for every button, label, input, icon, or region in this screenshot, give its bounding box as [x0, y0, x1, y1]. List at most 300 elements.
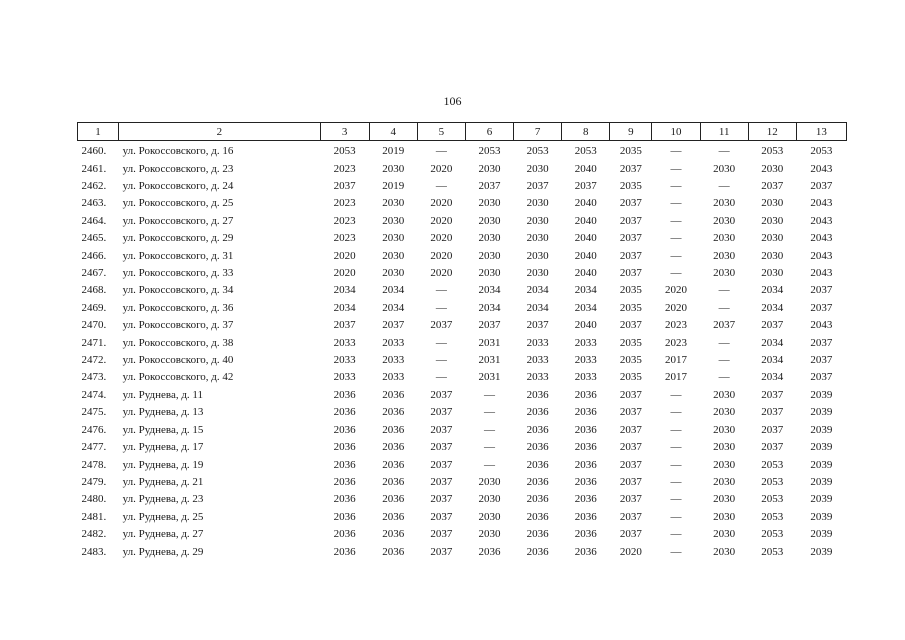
column-header: 11 [700, 123, 748, 141]
year-cell: 2040 [574, 197, 597, 210]
year-cell: 2039 [810, 458, 833, 471]
year-cell: — [718, 354, 730, 367]
year-cell: 2053 [761, 510, 784, 523]
table-row [78, 352, 847, 369]
year-cell: 2030 [713, 214, 736, 227]
column-header: 9 [610, 123, 652, 141]
year-cell: 2040 [574, 267, 597, 280]
year-cell: 2037 [333, 319, 356, 332]
year-cell: 2036 [526, 475, 549, 488]
page-number: 106 [443, 94, 462, 108]
year-cell: 2034 [382, 284, 405, 297]
year-cell: 2037 [619, 214, 642, 227]
row-number-cell: 2474. [81, 388, 107, 401]
year-cell: 2033 [574, 336, 597, 349]
year-cell: 2036 [382, 458, 405, 471]
table-row [78, 387, 847, 404]
year-cell: — [435, 180, 447, 193]
address-cell: ул. Рокоссовского, д. 33 [122, 267, 234, 280]
row-number-cell: 2468. [81, 284, 107, 297]
address-cell: ул. Руднева, д. 21 [122, 475, 204, 488]
year-cell: 2033 [333, 336, 356, 349]
year-cell: 2036 [333, 510, 356, 523]
year-cell: 2037 [619, 406, 642, 419]
year-cell: — [670, 388, 682, 401]
year-cell: 2030 [526, 249, 549, 262]
year-cell: 2043 [810, 267, 833, 280]
year-cell: 2037 [619, 423, 642, 436]
table-row [78, 141, 847, 161]
address-cell: ул. Руднева, д. 17 [122, 441, 204, 454]
year-cell: 2037 [619, 197, 642, 210]
year-cell: 2017 [665, 371, 688, 384]
year-cell: 2036 [574, 475, 597, 488]
year-cell: 2034 [574, 301, 597, 314]
address-cell: ул. Рокоссовского, д. 36 [122, 301, 234, 314]
year-cell: 2037 [761, 180, 784, 193]
year-cell: 2020 [430, 249, 453, 262]
address-cell: ул. Рокоссовского, д. 24 [122, 180, 234, 193]
row-number-cell: 2479. [81, 475, 107, 488]
year-cell: 2034 [478, 284, 501, 297]
year-cell: — [435, 354, 447, 367]
address-cell: ул. Рокоссовского, д. 25 [122, 197, 234, 210]
year-cell: 2036 [382, 423, 405, 436]
year-cell: 2020 [333, 249, 356, 262]
year-cell: 2035 [619, 371, 642, 384]
year-cell: 2053 [761, 475, 784, 488]
year-cell: — [670, 406, 682, 419]
year-cell: 2030 [382, 267, 405, 280]
year-cell: 2053 [526, 145, 549, 158]
year-cell: 2020 [430, 214, 453, 227]
year-cell: 2023 [665, 319, 688, 332]
year-cell: 2036 [382, 493, 405, 506]
table-row [78, 509, 847, 526]
year-cell: 2036 [382, 441, 405, 454]
year-cell: 2020 [430, 232, 453, 245]
row-number-cell: 2462. [81, 180, 107, 193]
address-cell: ул. Руднева, д. 15 [122, 423, 204, 436]
table-row [78, 247, 847, 264]
year-cell: 2037 [619, 249, 642, 262]
year-cell: 2037 [761, 406, 784, 419]
year-cell: 2037 [761, 319, 784, 332]
year-cell: 2020 [665, 301, 688, 314]
year-cell: 2037 [430, 510, 453, 523]
year-cell: 2037 [619, 162, 642, 175]
year-cell: 2033 [333, 354, 356, 367]
year-cell: 2036 [333, 406, 356, 419]
address-cell: ул. Рокоссовского, д. 42 [122, 371, 234, 384]
year-cell: 2030 [526, 214, 549, 227]
year-cell: 2033 [526, 354, 549, 367]
year-cell: — [435, 301, 447, 314]
year-cell: 2037 [619, 267, 642, 280]
year-cell: 2035 [619, 284, 642, 297]
year-cell: 2019 [382, 145, 405, 158]
row-number-cell: 2481. [81, 510, 107, 523]
year-cell: 2034 [761, 354, 784, 367]
year-cell: 2036 [333, 423, 356, 436]
table-row [78, 422, 847, 439]
year-cell: 2030 [382, 249, 405, 262]
table-body [78, 141, 847, 561]
table-row [78, 474, 847, 491]
year-cell: 2034 [333, 301, 356, 314]
year-cell: — [718, 180, 730, 193]
year-cell: 2030 [713, 528, 736, 541]
year-cell: 2034 [761, 301, 784, 314]
year-cell: 2034 [333, 284, 356, 297]
year-cell: 2036 [574, 510, 597, 523]
table-row [78, 230, 847, 247]
year-cell: 2037 [382, 319, 405, 332]
year-cell: 2036 [382, 545, 405, 558]
year-cell: 2030 [526, 232, 549, 245]
year-cell: — [670, 423, 682, 436]
year-cell: 2053 [478, 145, 501, 158]
year-cell: 2037 [430, 423, 453, 436]
year-cell: 2030 [713, 267, 736, 280]
year-cell: 2036 [526, 388, 549, 401]
year-cell: — [718, 284, 730, 297]
year-cell: 2031 [478, 336, 501, 349]
year-cell: 2030 [713, 232, 736, 245]
year-cell: 2036 [382, 475, 405, 488]
row-number-cell: 2475. [81, 406, 107, 419]
year-cell: 2037 [810, 336, 833, 349]
year-cell: 2053 [574, 145, 597, 158]
year-cell: 2037 [619, 441, 642, 454]
year-cell: 2023 [333, 232, 356, 245]
year-cell: 2036 [574, 528, 597, 541]
year-cell: 2034 [574, 284, 597, 297]
year-cell: 2039 [810, 528, 833, 541]
year-cell: 2036 [333, 458, 356, 471]
year-cell: 2030 [478, 528, 501, 541]
year-cell: 2053 [761, 493, 784, 506]
year-cell: 2036 [333, 545, 356, 558]
column-header: 3 [320, 123, 369, 141]
column-header: 12 [748, 123, 796, 141]
year-cell: — [670, 475, 682, 488]
year-cell: 2030 [713, 493, 736, 506]
table-row [78, 526, 847, 543]
year-cell: 2037 [430, 406, 453, 419]
year-cell: 2053 [333, 145, 356, 158]
year-cell: 2037 [430, 458, 453, 471]
year-cell: 2053 [761, 458, 784, 471]
year-cell: 2020 [333, 267, 356, 280]
column-header: 2 [119, 123, 321, 141]
year-cell: 2037 [619, 493, 642, 506]
year-cell: 2040 [574, 162, 597, 175]
row-number-cell: 2476. [81, 423, 107, 436]
address-cell: ул. Рокоссовского, д. 31 [122, 249, 234, 262]
repair-schedule-table [77, 122, 847, 561]
year-cell: 2023 [333, 197, 356, 210]
year-cell: 2053 [761, 545, 784, 558]
year-cell: 2039 [810, 406, 833, 419]
column-header: 7 [514, 123, 562, 141]
column-header: 5 [417, 123, 465, 141]
year-cell: 2033 [526, 371, 549, 384]
year-cell: 2030 [713, 545, 736, 558]
year-cell: 2020 [430, 267, 453, 280]
table-row [78, 543, 847, 560]
year-cell: 2036 [333, 528, 356, 541]
year-cell: — [670, 528, 682, 541]
year-cell: — [435, 145, 447, 158]
year-cell: 2037 [713, 319, 736, 332]
year-cell: 2036 [382, 510, 405, 523]
year-cell: 2030 [478, 510, 501, 523]
address-cell: ул. Рокоссовского, д. 16 [122, 145, 234, 158]
year-cell: 2037 [619, 528, 642, 541]
year-cell: 2033 [574, 354, 597, 367]
year-cell: — [670, 145, 682, 158]
year-cell: 2036 [526, 458, 549, 471]
row-number-cell: 2470. [81, 319, 107, 332]
row-number-cell: 2480. [81, 493, 107, 506]
year-cell: 2036 [333, 493, 356, 506]
row-number-cell: 2461. [81, 162, 107, 175]
column-header: 8 [562, 123, 610, 141]
row-number-cell: 2478. [81, 458, 107, 471]
year-cell: 2037 [810, 301, 833, 314]
year-cell: 2023 [333, 162, 356, 175]
year-cell: 2030 [382, 197, 405, 210]
year-cell: 2036 [574, 545, 597, 558]
year-cell: 2036 [574, 458, 597, 471]
year-cell: 2030 [713, 475, 736, 488]
address-cell: ул. Рокоссовского, д. 23 [122, 162, 234, 175]
year-cell: 2037 [478, 180, 501, 193]
column-header: 1 [78, 123, 119, 141]
year-cell: — [670, 197, 682, 210]
year-cell: 2030 [761, 197, 784, 210]
year-cell: 2030 [761, 162, 784, 175]
year-cell: 2030 [478, 267, 501, 280]
year-cell: — [670, 249, 682, 262]
year-cell: 2030 [713, 458, 736, 471]
year-cell: 2036 [333, 441, 356, 454]
year-cell: — [718, 336, 730, 349]
year-cell: — [484, 406, 496, 419]
year-cell: 2036 [478, 545, 501, 558]
table-row [78, 456, 847, 473]
column-header: 4 [369, 123, 417, 141]
year-cell: — [670, 162, 682, 175]
row-number-cell: 2460. [81, 145, 107, 158]
row-number-cell: 2469. [81, 301, 107, 314]
year-cell: 2036 [382, 528, 405, 541]
year-cell: 2034 [761, 336, 784, 349]
year-cell: 2035 [619, 145, 642, 158]
year-cell: 2030 [478, 214, 501, 227]
table-row [78, 178, 847, 195]
row-number-cell: 2465. [81, 232, 107, 245]
year-cell: 2037 [810, 180, 833, 193]
year-cell: 2033 [382, 336, 405, 349]
row-number-cell: 2466. [81, 249, 107, 262]
address-cell: ул. Рокоссовского, д. 37 [122, 319, 234, 332]
year-cell: — [718, 301, 730, 314]
year-cell: 2037 [761, 441, 784, 454]
year-cell: 2034 [761, 371, 784, 384]
year-cell: 2023 [333, 214, 356, 227]
year-cell: 2033 [382, 354, 405, 367]
year-cell: 2053 [810, 145, 833, 158]
year-cell: 2020 [430, 162, 453, 175]
table-row [78, 160, 847, 177]
year-cell: 2039 [810, 545, 833, 558]
year-cell: 2020 [619, 545, 642, 558]
year-cell: 2037 [619, 388, 642, 401]
year-cell: 2034 [382, 301, 405, 314]
year-cell: 2043 [810, 249, 833, 262]
address-cell: ул. Рокоссовского, д. 27 [122, 214, 234, 227]
address-cell: ул. Рокоссовского, д. 38 [122, 336, 234, 349]
year-cell: 2040 [574, 319, 597, 332]
year-cell: — [670, 267, 682, 280]
row-number-cell: 2483. [81, 545, 107, 558]
row-number-cell: 2482. [81, 528, 107, 541]
year-cell: 2037 [619, 458, 642, 471]
year-cell: 2030 [713, 423, 736, 436]
year-cell: 2034 [761, 284, 784, 297]
year-cell: 2037 [619, 232, 642, 245]
year-cell: 2037 [526, 319, 549, 332]
year-cell: 2037 [526, 180, 549, 193]
year-cell: 2030 [382, 162, 405, 175]
year-cell: 2037 [761, 423, 784, 436]
year-cell: 2036 [526, 441, 549, 454]
year-cell: 2036 [574, 441, 597, 454]
year-cell: 2034 [526, 284, 549, 297]
table-row [78, 282, 847, 299]
year-cell: 2053 [761, 528, 784, 541]
year-cell: 2037 [430, 319, 453, 332]
table-row [78, 491, 847, 508]
row-number-cell: 2477. [81, 441, 107, 454]
year-cell: 2036 [526, 545, 549, 558]
row-number-cell: 2473. [81, 371, 107, 384]
column-header: 6 [465, 123, 513, 141]
year-cell: 2036 [526, 493, 549, 506]
year-cell: 2039 [810, 510, 833, 523]
year-cell: 2033 [526, 336, 549, 349]
year-cell: 2030 [713, 388, 736, 401]
address-cell: ул. Рокоссовского, д. 40 [122, 354, 234, 367]
year-cell: — [435, 336, 447, 349]
year-cell: 2030 [478, 249, 501, 262]
column-header: 13 [796, 123, 846, 141]
year-cell: 2037 [430, 493, 453, 506]
year-cell: 2037 [430, 545, 453, 558]
year-cell: — [484, 458, 496, 471]
year-cell: 2017 [665, 354, 688, 367]
year-cell: 2036 [333, 475, 356, 488]
year-cell: — [718, 145, 730, 158]
year-cell: 2036 [382, 388, 405, 401]
year-cell: 2036 [574, 423, 597, 436]
year-cell: 2037 [810, 354, 833, 367]
year-cell: 2030 [761, 214, 784, 227]
year-cell: 2037 [430, 528, 453, 541]
year-cell: 2030 [382, 214, 405, 227]
year-cell: 2036 [574, 406, 597, 419]
year-cell: 2037 [333, 180, 356, 193]
year-cell: — [670, 510, 682, 523]
year-cell: 2040 [574, 249, 597, 262]
year-cell: 2035 [619, 336, 642, 349]
year-cell: 2039 [810, 475, 833, 488]
year-cell: — [670, 232, 682, 245]
year-cell: 2039 [810, 493, 833, 506]
year-cell: 2030 [526, 197, 549, 210]
year-cell: 2053 [761, 145, 784, 158]
year-cell: 2030 [713, 406, 736, 419]
year-cell: 2033 [382, 371, 405, 384]
year-cell: 2030 [713, 441, 736, 454]
year-cell: 2036 [526, 528, 549, 541]
year-cell: 2035 [619, 354, 642, 367]
address-cell: ул. Рокоссовского, д. 34 [122, 284, 234, 297]
address-cell: ул. Рокоссовского, д. 29 [122, 232, 234, 245]
year-cell: 2035 [619, 180, 642, 193]
year-cell: 2033 [574, 371, 597, 384]
table-row [78, 404, 847, 421]
row-number-cell: 2464. [81, 214, 107, 227]
year-cell: 2043 [810, 162, 833, 175]
year-cell: 2039 [810, 441, 833, 454]
year-cell: — [670, 441, 682, 454]
year-cell: 2039 [810, 423, 833, 436]
address-cell: ул. Руднева, д. 11 [122, 388, 204, 401]
year-cell: 2030 [761, 267, 784, 280]
year-cell: 2030 [526, 267, 549, 280]
year-cell: — [484, 423, 496, 436]
year-cell: 2030 [382, 232, 405, 245]
year-cell: 2035 [619, 301, 642, 314]
year-cell: 2030 [478, 232, 501, 245]
year-cell: 2030 [478, 493, 501, 506]
row-number-cell: 2471. [81, 336, 107, 349]
year-cell: 2030 [478, 162, 501, 175]
table-header [78, 123, 847, 141]
year-cell: — [670, 458, 682, 471]
year-cell: 2030 [713, 510, 736, 523]
year-cell: 2043 [810, 319, 833, 332]
year-cell: 2030 [713, 249, 736, 262]
row-number-cell: 2467. [81, 267, 107, 280]
address-cell: ул. Руднева, д. 13 [122, 406, 204, 419]
year-cell: 2037 [430, 388, 453, 401]
year-cell: 2037 [574, 180, 597, 193]
table-row [78, 439, 847, 456]
year-cell: 2034 [526, 301, 549, 314]
year-cell: 2037 [810, 284, 833, 297]
year-cell: — [484, 388, 496, 401]
table-row [78, 213, 847, 230]
year-cell: 2031 [478, 371, 501, 384]
year-cell: 2036 [382, 406, 405, 419]
year-cell: 2030 [713, 197, 736, 210]
year-cell: — [435, 371, 447, 384]
column-number-row [78, 123, 847, 141]
